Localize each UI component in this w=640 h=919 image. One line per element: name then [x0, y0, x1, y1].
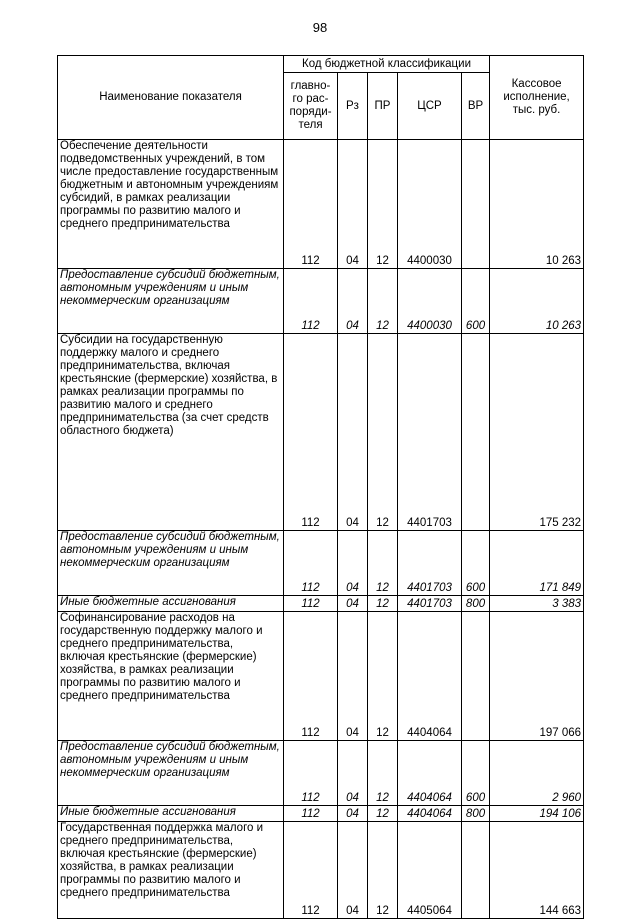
row-pr: 12	[368, 806, 398, 822]
row-csr: 4401703	[398, 531, 462, 596]
row-amount: 194 106	[490, 806, 584, 822]
row-name: Предоставление субсидий бюджетным, автономным учреждениям и иным некоммерческим организациям	[58, 531, 284, 596]
row-vr	[462, 822, 490, 919]
row-csr: 4405064	[398, 822, 462, 919]
table-row	[58, 334, 584, 531]
row-pr: 12	[368, 334, 398, 531]
row-rz: 04	[338, 596, 368, 612]
row-csr: 4401703	[398, 334, 462, 531]
row-vr: 800	[462, 596, 490, 612]
row-rz: 04	[338, 612, 368, 741]
row-rz: 04	[338, 822, 368, 919]
row-name: Софинансирование расходов на государственную поддержку малого и среднего предпринимательства, включая крестьянские (фермерские) хозяйства, в рамках реализации программы по развитию малого и среднего предпринимательства	[58, 612, 284, 741]
page-number: 98	[312, 20, 328, 35]
row-csr: 4400030	[398, 269, 462, 334]
row-amount: 2 960	[490, 741, 584, 806]
row-gr: 112	[284, 822, 338, 919]
row-rz: 04	[338, 531, 368, 596]
row-csr: 4404064	[398, 806, 462, 822]
row-gr: 112	[284, 741, 338, 806]
row-vr	[462, 612, 490, 741]
row-name: Обеспечение деятельности подведомственных учреждений, в том числе предоставление государственным бюджетным и автономным учреждениям субсидий, в рамках реализации программы по развитию малого и среднего предпринимательства	[58, 140, 284, 269]
row-gr: 112	[284, 612, 338, 741]
row-name: Иные бюджетные ассигнования	[58, 806, 284, 822]
row-name: Предоставление субсидий бюджетным, автономным учреждениям и иным некоммерческим организациям	[58, 269, 284, 334]
table-row	[58, 806, 584, 822]
header-vr-column: ВР	[462, 73, 490, 140]
header-pr-column: ПР	[368, 73, 398, 140]
row-gr: 112	[284, 334, 338, 531]
row-amount: 197 066	[490, 612, 584, 741]
row-name: Предоставление субсидий бюджетным, автономным учреждениям и иным некоммерческим организациям	[58, 741, 284, 806]
row-pr: 12	[368, 741, 398, 806]
budget-table	[57, 55, 584, 919]
row-pr: 12	[368, 596, 398, 612]
row-rz: 04	[338, 140, 368, 269]
row-name: Субсидии на государственную поддержку малого и среднего предпринимательства, включая крестьянские (фермерские) хозяйства, в рамках реализации программы по развитию малого и среднего предпринимательства (за счет средств областного бюджета)	[58, 334, 284, 531]
row-amount: 3 383	[490, 596, 584, 612]
row-amount: 10 263	[490, 269, 584, 334]
row-csr: 4404064	[398, 741, 462, 806]
row-vr: 600	[462, 531, 490, 596]
table-row	[58, 822, 584, 919]
row-rz: 04	[338, 269, 368, 334]
row-pr: 12	[368, 822, 398, 919]
row-gr: 112	[284, 269, 338, 334]
row-amount: 144 663	[490, 822, 584, 919]
row-pr: 12	[368, 269, 398, 334]
header-code-group: Код бюджетной классификации	[284, 56, 490, 73]
row-pr: 12	[368, 140, 398, 269]
row-pr: 12	[368, 531, 398, 596]
table-row	[58, 741, 584, 806]
table-row	[58, 140, 584, 269]
header-csr-column: ЦСР	[398, 73, 462, 140]
header-amount-column: Кассовое исполнение, тыс. руб.	[490, 56, 584, 140]
row-gr: 112	[284, 806, 338, 822]
row-rz: 04	[338, 741, 368, 806]
table-row	[58, 596, 584, 612]
header-name-column: Наименование показателя	[58, 56, 284, 140]
row-vr: 600	[462, 741, 490, 806]
table-row	[58, 531, 584, 596]
row-vr	[462, 334, 490, 531]
row-rz: 04	[338, 806, 368, 822]
row-csr: 4401703	[398, 596, 462, 612]
row-amount: 171 849	[490, 531, 584, 596]
row-name: Государственная поддержка малого и среднего предпринимательства, включая крестьянские (фермерские) хозяйства, в рамках реализации программы по развитию малого и среднего предпринимательства	[58, 822, 284, 919]
row-vr: 800	[462, 806, 490, 822]
row-name: Иные бюджетные ассигнования	[58, 596, 284, 612]
header-rz-column: Рз	[338, 73, 368, 140]
row-amount: 10 263	[490, 140, 584, 269]
row-gr: 112	[284, 596, 338, 612]
row-vr: 600	[462, 269, 490, 334]
row-rz: 04	[338, 334, 368, 531]
row-gr: 112	[284, 531, 338, 596]
row-gr: 112	[284, 140, 338, 269]
row-csr: 4404064	[398, 612, 462, 741]
row-vr	[462, 140, 490, 269]
row-csr: 4400030	[398, 140, 462, 269]
table-row	[58, 269, 584, 334]
table-row	[58, 612, 584, 741]
row-amount: 175 232	[490, 334, 584, 531]
header-glavny-column: главно-го рас-поряди-теля	[284, 73, 338, 140]
row-pr: 12	[368, 612, 398, 741]
